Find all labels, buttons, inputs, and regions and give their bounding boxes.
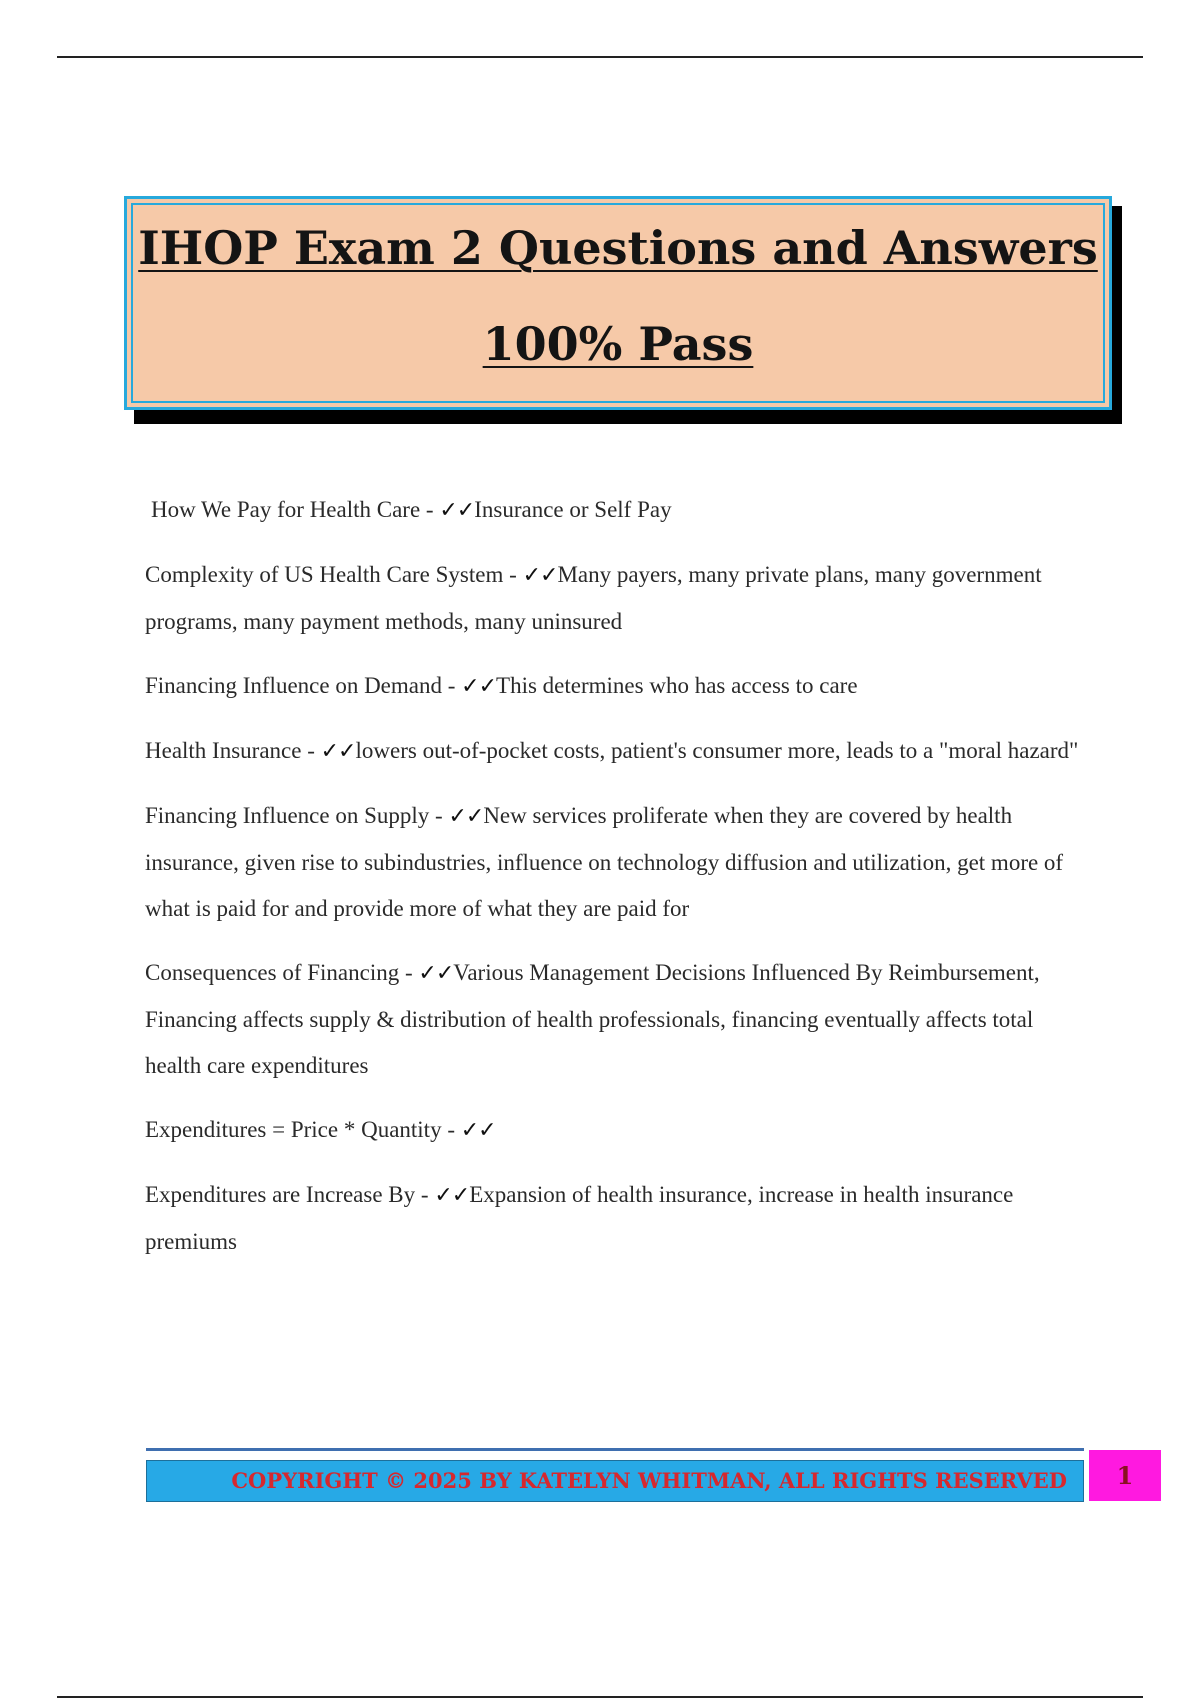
qa-separator: - (441, 1117, 461, 1142)
copyright-bar (146, 1460, 1084, 1502)
qa-item (145, 663, 1090, 710)
qa-question: Expenditures = Price * Quantity (145, 1117, 442, 1142)
qa-separator: - (399, 960, 419, 985)
qa-question: Complexity of US Health Care System (145, 562, 504, 587)
double-check-icon: ✓✓ (434, 1183, 470, 1208)
double-check-icon: ✓✓ (461, 674, 497, 699)
qa-question: Expenditures are Increase By (145, 1182, 416, 1207)
page-number-box (1089, 1450, 1161, 1501)
document-title: IHOP Exam 2 Questions and Answers (138, 221, 1098, 275)
qa-separator: - (415, 1182, 435, 1207)
qa-question: Financing Influence on Supply (145, 803, 430, 828)
qa-list (145, 487, 1090, 1283)
qa-answer: Many payers, many private plans, many government programs, many payment methods, many uninsured (145, 562, 1042, 634)
qa-answer: Insurance or Self Pay (474, 497, 672, 522)
double-check-icon: ✓✓ (418, 961, 454, 986)
double-check-icon: ✓✓ (522, 563, 558, 588)
title-box (124, 196, 1112, 410)
qa-answer: lowers out-of-pocket costs, patient's consumer more, leads to a "moral hazard" (355, 738, 1079, 763)
footer-rule (146, 1448, 1084, 1451)
qa-item (145, 1172, 1090, 1265)
qa-separator: - (503, 562, 523, 587)
double-check-icon: ✓✓ (448, 804, 484, 829)
qa-question: Health Insurance (145, 738, 302, 763)
qa-answer: New services proliferate when they are covered by health insurance, given rise to subindustries, influence on technology diffusion and utilization, get more of what is paid for and provide more of what they are paid for (145, 803, 1064, 921)
qa-question: Consequences of Financing (145, 960, 400, 985)
qa-separator: - (429, 803, 449, 828)
qa-item (145, 487, 1090, 534)
copyright-text: COPYRIGHT © 2025 BY KATELYN WHITMAN, ALL RIGHTS RESERVED (231, 1468, 1067, 1493)
double-check-icon: ✓✓ (460, 1118, 496, 1143)
qa-item (145, 728, 1090, 775)
qa-question: How We Pay for Health Care (151, 497, 421, 522)
qa-item (145, 552, 1090, 645)
qa-answer: This determines who has access to care (496, 673, 858, 698)
qa-question: Financing Influence on Demand (145, 673, 442, 698)
qa-item (145, 950, 1090, 1089)
qa-item (145, 793, 1090, 932)
double-check-icon: ✓✓ (439, 498, 475, 523)
document-subtitle: 100% Pass (482, 317, 754, 371)
bottom-rule (57, 1696, 1143, 1698)
qa-item (145, 1107, 1090, 1154)
qa-answer: Various Management Decisions Influenced By Reimbursement, Financing affects supply & distribution of health professionals, financing eventually affects total health care expenditures (145, 960, 1040, 1078)
page-number: 1 (1116, 1461, 1134, 1490)
double-check-icon: ✓✓ (320, 739, 356, 764)
qa-separator: - (420, 497, 440, 522)
qa-answer: Expansion of health insurance, increase in health insurance premiums (145, 1182, 1014, 1254)
qa-separator: - (301, 738, 321, 763)
qa-separator: - (442, 673, 462, 698)
top-rule (57, 56, 1143, 58)
